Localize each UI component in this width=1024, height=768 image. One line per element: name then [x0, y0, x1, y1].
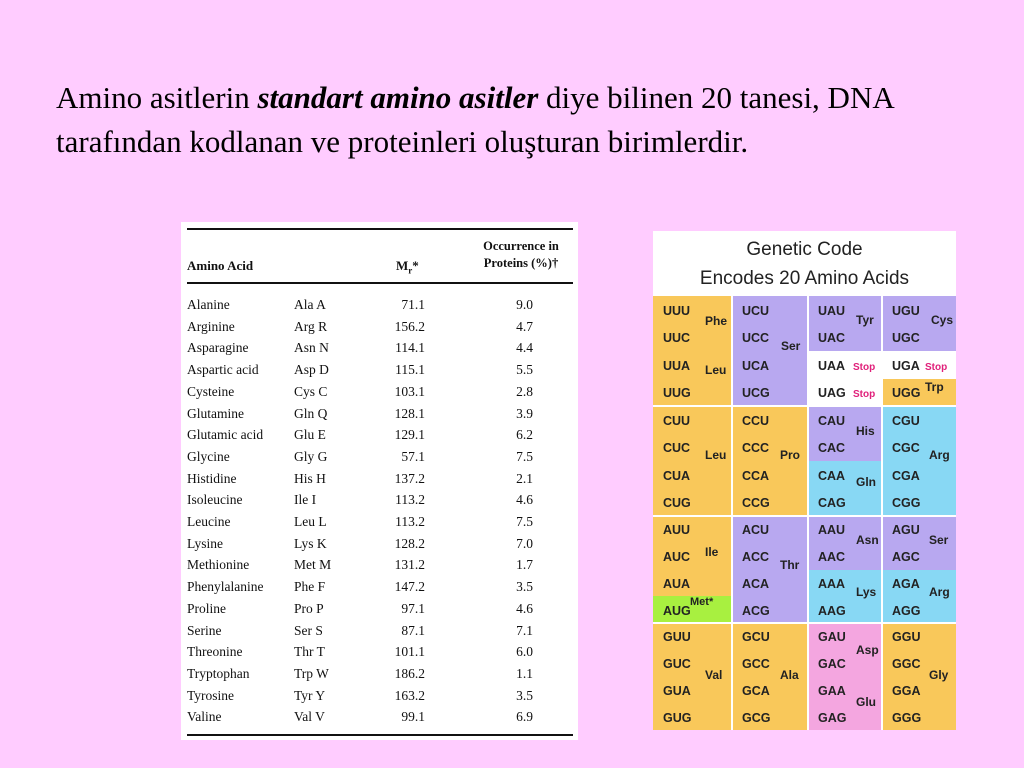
amino-acid-name: Glutamic acid [187, 427, 264, 443]
amino-acid-label: His [856, 424, 875, 438]
amino-acid-occurrence: 7.1 [516, 622, 533, 638]
intro-paragraph [56, 76, 976, 164]
amino-acid-occurrence: 5.5 [516, 362, 533, 378]
amino-acid-abbreviation: Pro P [294, 600, 324, 616]
codon-label: AAA [818, 576, 846, 591]
amino-acid-abbreviation: Ala A [294, 297, 326, 312]
amino-acid-mass: 57.1 [401, 448, 425, 464]
intro-text-before: Amino asitlerin [56, 80, 258, 115]
amino-acid-abbreviation: Ser S [294, 622, 323, 638]
amino-acid-abbreviation: Glu E [294, 427, 326, 443]
amino-acid-name: Methionine [187, 557, 250, 573]
codon-label: AUC [663, 550, 691, 565]
codon-label: CUU [663, 413, 691, 428]
intro-emphasis: standart amino asitler [257, 80, 539, 115]
codon-label: GUC [663, 657, 691, 672]
amino-acid-name: Glycine [187, 448, 230, 464]
codon-label: UAU [818, 303, 846, 318]
amino-acid-occurrence: 2.1 [516, 470, 533, 486]
codon-label: UAC [818, 331, 846, 346]
codon-label: UGU [892, 303, 920, 318]
amino-acid-occurrence: 4.7 [516, 318, 533, 334]
codon-label: CAU [818, 413, 846, 428]
amino-acid-occurrence: 6.9 [516, 709, 533, 725]
table-bottom-rule [187, 734, 573, 736]
amino-acid-occurrence: 3.9 [516, 405, 533, 421]
genetic-code-panel [653, 231, 956, 730]
amino-acid-name: Isoleucine [187, 492, 243, 508]
table-row [181, 706, 578, 728]
table-row [181, 359, 578, 381]
table-row [181, 381, 578, 403]
amino-acid-name: Aspartic acid [187, 362, 259, 378]
amino-acid-mass: 128.2 [394, 535, 425, 551]
amino-acid-label: Pro [780, 448, 801, 462]
amino-acid-label: Ile [705, 545, 719, 559]
codon-label: GGA [892, 683, 921, 698]
amino-acid-name: Proline [187, 600, 226, 616]
amino-acid-name: Phenylalanine [187, 579, 264, 595]
table-row [181, 294, 578, 316]
amino-acid-label: Leu [705, 448, 727, 462]
codon-label: UUC [663, 331, 691, 346]
genetic-code-title-line1: Genetic Code [746, 239, 863, 260]
amino-acid-label: Ala [780, 668, 799, 682]
table-row [181, 468, 578, 490]
header-amino-acid: Amino Acid [187, 258, 254, 273]
codon-label: GGC [892, 657, 921, 672]
amino-acid-name: Lysine [187, 535, 223, 551]
codon-label: AGC [892, 550, 920, 565]
codon-label: UUG [663, 386, 691, 401]
codon-label: AGA [892, 576, 920, 591]
amino-acid-name: Tyrosine [187, 687, 235, 703]
codon-label: GUG [663, 710, 692, 725]
amino-acid-mass: 186.2 [394, 665, 425, 681]
amino-acid-label: Gln [856, 475, 876, 489]
amino-acid-abbreviation: Val V [294, 709, 325, 725]
grid-divider [881, 296, 883, 730]
amino-acid-mass: 115.1 [395, 362, 425, 378]
amino-acid-label: Glu [856, 695, 876, 709]
amino-acid-label: Arg [929, 448, 950, 462]
amino-acid-abbreviation: Arg R [294, 318, 328, 334]
amino-acid-mass: 97.1 [401, 600, 425, 616]
amino-acid-name: Alanine [187, 297, 230, 312]
codon-label: UCC [742, 331, 770, 346]
amino-acid-name: Leucine [187, 514, 231, 529]
amino-acid-name: Cysteine [187, 383, 235, 399]
amino-acid-name: Glutamine [187, 405, 244, 421]
amino-acid-mass: 131.2 [394, 557, 425, 573]
amino-acid-abbreviation: Cys C [294, 383, 328, 399]
amino-acid-abbreviation: Trp W [294, 665, 329, 681]
amino-acid-label: Arg [929, 585, 950, 599]
codon-label: UCU [742, 303, 770, 318]
amino-acid-occurrence: 4.6 [516, 600, 533, 616]
amino-acid-name: Threonine [187, 644, 243, 660]
amino-acid-mass: 87.1 [401, 622, 425, 638]
amino-acid-name: Serine [187, 622, 222, 638]
amino-acid-abbreviation: Gln Q [294, 405, 328, 421]
amino-acid-mass: 103.1 [394, 383, 425, 399]
amino-acid-label: Cys [931, 313, 954, 327]
amino-acid-label: Leu [705, 363, 727, 377]
amino-acid-label: Asn [856, 533, 879, 547]
amino-acid-mass: 113.2 [395, 492, 425, 508]
table-row [181, 446, 578, 468]
amino-acid-table [181, 222, 578, 740]
amino-acid-label: Ser [929, 533, 949, 547]
amino-acid-mass: 114.1 [395, 340, 425, 356]
codon-label: CUC [663, 441, 691, 456]
grid-divider [653, 515, 956, 517]
table-row [181, 576, 578, 598]
codon-label: GUU [663, 630, 691, 645]
genetic-code-title [653, 235, 956, 293]
amino-acid-abbreviation: His H [294, 470, 326, 486]
amino-acid-abbreviation: Ile I [294, 492, 317, 508]
table-row [181, 316, 578, 338]
amino-acid-mass: 128.1 [394, 405, 425, 421]
amino-acid-mass: 163.2 [394, 687, 425, 703]
amino-acid-abbreviation: Thr T [294, 644, 325, 660]
table-row [181, 598, 578, 620]
table-row [181, 403, 578, 425]
amino-acid-abbreviation: Met M [294, 557, 332, 573]
codon-label: GAG [818, 710, 847, 725]
codon-label: CUA [663, 468, 691, 483]
codon-label: UGG [892, 386, 921, 401]
amino-acid-occurrence: 6.0 [516, 644, 533, 660]
amino-acid-mass: 147.2 [394, 579, 425, 595]
codon-label: GAA [818, 683, 846, 698]
codon-label: CUG [663, 496, 691, 511]
amino-acid-mass: 101.1 [394, 644, 425, 660]
codon-label: AAC [818, 550, 846, 565]
codon-label: GUA [663, 683, 691, 698]
amino-acid-occurrence: 4.6 [516, 492, 533, 508]
amino-acid-label: Gly [929, 668, 949, 682]
amino-acid-label: Val [705, 668, 723, 682]
table-row [181, 489, 578, 511]
stop-label: Stop [853, 361, 876, 373]
codon-label: GCA [742, 683, 770, 698]
codon-label: UUU [663, 303, 691, 318]
amino-acid-occurrence: 1.1 [516, 665, 533, 681]
codon-label: AGU [892, 523, 920, 538]
amino-acid-occurrence: 3.5 [516, 579, 533, 595]
amino-acid-mass: 129.1 [394, 427, 425, 443]
table-row [181, 663, 578, 685]
codon-label: ACC [742, 550, 770, 565]
amino-acid-label-met: Met* [690, 596, 714, 608]
grid-divider [653, 622, 956, 624]
grid-divider [807, 296, 809, 730]
codon-label: GAC [818, 657, 846, 672]
codon-label: CAG [818, 496, 846, 511]
codon-label: AUA [663, 576, 691, 591]
codon-label: GCG [742, 710, 771, 725]
amino-acid-abbreviation: Leu L [294, 514, 327, 529]
codon-label: CGU [892, 413, 920, 428]
codon-label: GGU [892, 630, 921, 645]
amino-acid-abbreviation: Phe F [294, 579, 326, 595]
codon-label: ACG [742, 603, 770, 618]
codon-label: CAC [818, 441, 846, 456]
codon-label: UAG [818, 386, 846, 401]
amino-acid-name: Histidine [187, 470, 237, 486]
amino-acid-label: Lys [856, 585, 877, 599]
amino-acid-abbreviation: Asn N [294, 340, 329, 356]
codon-label: AGG [892, 603, 921, 618]
amino-acid-mass: 71.1 [401, 297, 425, 312]
codon-label: ACA [742, 576, 770, 591]
codon-label: AAG [818, 603, 846, 618]
amino-acid-label: Ser [781, 339, 801, 353]
codon-label: CCU [742, 413, 770, 428]
table-row [181, 554, 578, 576]
codon-label: UGA [892, 358, 920, 373]
amino-acid-abbreviation: Lys K [294, 535, 327, 551]
amino-acid-occurrence: 7.5 [516, 448, 533, 464]
grid-divider [653, 405, 956, 407]
codon-label: GCC [742, 657, 770, 672]
amino-acid-label: Phe [705, 314, 728, 328]
header-occurrence [465, 238, 577, 272]
amino-acid-abbreviation: Gly G [294, 448, 328, 464]
codon-label: GAU [818, 630, 846, 645]
codon-label: CGC [892, 441, 920, 456]
amino-acid-label: Thr [780, 558, 800, 572]
amino-acid-occurrence: 2.8 [516, 383, 533, 399]
amino-acid-occurrence: 4.4 [516, 340, 533, 356]
amino-acid-name: Arginine [187, 318, 235, 334]
table-row [181, 620, 578, 642]
intro-text-after: diye bilinen 20 tanesi, DNA tarafından kodlanan ve proteinleri oluşturan birimlerdir. [56, 80, 894, 159]
codon-label: UAA [818, 358, 846, 373]
codon-label: AUG [663, 603, 691, 618]
amino-acid-occurrence: 7.5 [516, 514, 533, 529]
codon-label: AAU [818, 523, 846, 538]
amino-acid-occurrence: 3.5 [516, 687, 533, 703]
codon-grid [653, 296, 956, 730]
amino-acid-abbreviation: Asp D [294, 362, 329, 378]
amino-acid-label: Asp [856, 643, 879, 657]
table-row [181, 641, 578, 663]
amino-acid-mass: 113.2 [395, 514, 425, 529]
table-header-rule [187, 282, 573, 284]
amino-acid-occurrence: 9.0 [516, 297, 533, 312]
table-top-rule [187, 228, 573, 230]
header-occurrence-line1: Occurrence in [483, 239, 559, 253]
codon-label: UCG [742, 386, 770, 401]
codon-label: UUA [663, 358, 691, 373]
codon-label: AUU [663, 523, 691, 538]
amino-acid-name: Tryptophan [187, 665, 250, 681]
codon-label: CGA [892, 468, 920, 483]
amino-acid-occurrence: 7.0 [516, 535, 533, 551]
codon-label: CCG [742, 496, 770, 511]
amino-acid-name: Asparagine [187, 340, 249, 356]
codon-label: UCA [742, 358, 770, 373]
table-row [181, 533, 578, 555]
amino-acid-occurrence: 1.7 [516, 557, 533, 573]
amino-acid-mass: 137.2 [394, 470, 425, 486]
codon-label: GGG [892, 710, 922, 725]
amino-acid-label: Trp [925, 379, 944, 394]
table-row [181, 685, 578, 707]
amino-acid-occurrence: 6.2 [516, 427, 533, 443]
codon-label: CCC [742, 441, 770, 456]
amino-acid-label: Tyr [856, 313, 874, 327]
amino-acid-abbreviation: Tyr Y [294, 687, 326, 703]
grid-divider [731, 296, 733, 730]
codon-label: CAA [818, 468, 846, 483]
table-row [181, 337, 578, 359]
header-occurrence-line2: Proteins (%)† [483, 256, 559, 270]
amino-acid-mass: 99.1 [401, 709, 425, 725]
codon-label: ACU [742, 523, 770, 538]
table-row [181, 511, 578, 533]
stop-label: Stop [853, 388, 876, 400]
header-mass: $M_r*$ [396, 258, 419, 276]
stop-label: Stop [925, 361, 948, 373]
amino-acid-mass: 156.2 [394, 318, 425, 334]
genetic-code-title-line2: Encodes 20 Amino Acids [699, 268, 910, 289]
codon-label: UGC [892, 331, 920, 346]
table-row [181, 424, 578, 446]
codon-label: GCU [742, 630, 770, 645]
amino-acid-name: Valine [187, 709, 222, 725]
codon-label: CGG [892, 496, 921, 511]
codon-label: CCA [742, 468, 770, 483]
